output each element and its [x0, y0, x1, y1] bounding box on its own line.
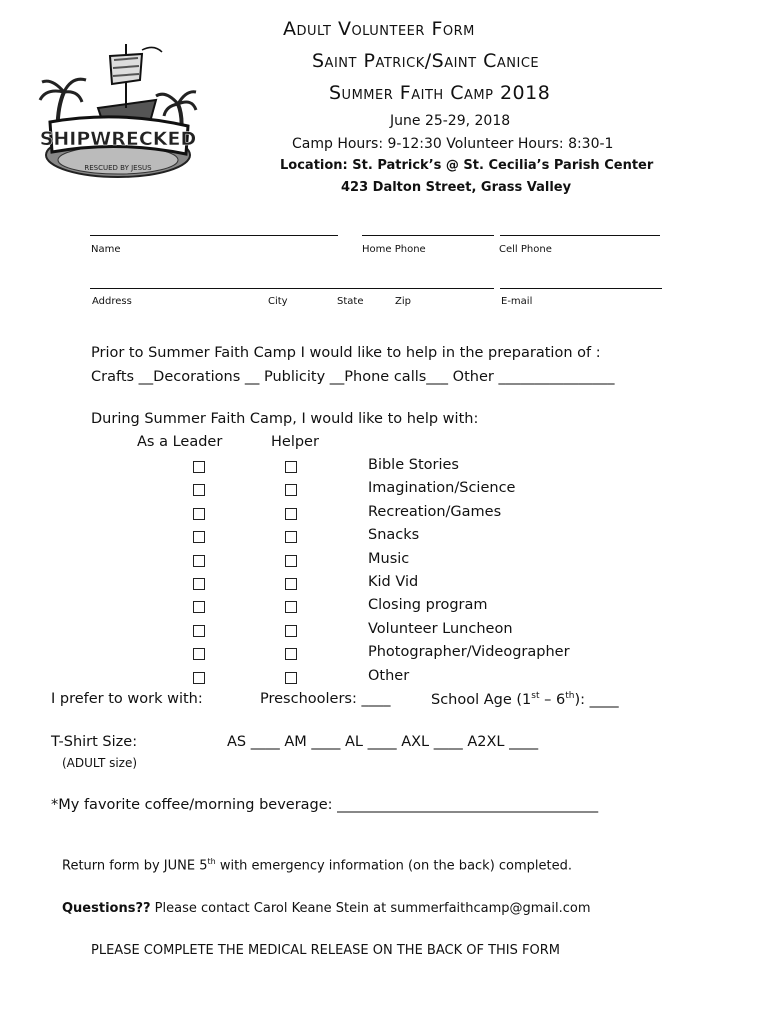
help-item-label: Other: [368, 668, 410, 684]
address-line[interactable]: [90, 288, 494, 289]
prior-intro: Prior to Summer Faith Camp I would like to help in the preparation of :: [91, 345, 601, 361]
help-item-label: Volunteer Luncheon: [368, 621, 513, 637]
leader-checkbox[interactable]: [193, 555, 205, 567]
camp-title: Summer Faith Camp 2018: [329, 82, 551, 104]
helper-checkbox[interactable]: [285, 461, 297, 473]
cell-phone-label: Cell Phone: [499, 244, 552, 255]
helper-checkbox[interactable]: [285, 601, 297, 613]
help-item-label: Snacks: [368, 527, 420, 543]
col-leader-header: As a Leader: [137, 434, 223, 450]
leader-checkbox[interactable]: [193, 578, 205, 590]
helper-checkbox[interactable]: [285, 672, 297, 684]
zip-label: Zip: [395, 296, 411, 307]
helper-checkbox[interactable]: [285, 625, 297, 637]
leader-checkbox[interactable]: [193, 531, 205, 543]
prefer-label: I prefer to work with:: [51, 691, 203, 707]
leader-checkbox[interactable]: [193, 484, 205, 496]
home-phone-label: Home Phone: [362, 244, 426, 255]
questions-text: Please contact Carol Keane Stein at summerfaithcamp@gmail.com: [150, 901, 591, 916]
leader-checkbox[interactable]: [193, 648, 205, 660]
name-label: Name: [91, 244, 121, 255]
help-item-label: Recreation/Games: [368, 504, 502, 520]
helper-checkbox[interactable]: [285, 484, 297, 496]
email-label: E-mail: [501, 296, 533, 307]
helper-checkbox[interactable]: [285, 578, 297, 590]
return-sup: th: [207, 857, 216, 866]
help-item-label: Photographer/Videographer: [368, 644, 570, 660]
help-item-label: Bible Stories: [368, 457, 459, 473]
logo-word: SHIPWRECKED: [39, 128, 197, 150]
camp-dates: June 25-29, 2018: [390, 113, 511, 129]
email-line[interactable]: [500, 288, 662, 289]
home-phone-line[interactable]: [362, 235, 494, 236]
leader-checkbox[interactable]: [193, 625, 205, 637]
city-label: City: [268, 296, 288, 307]
camp-hours: Camp Hours: 9-12:30 Volunteer Hours: 8:30-1: [292, 136, 614, 152]
leader-checkbox[interactable]: [193, 508, 205, 520]
during-intro: During Summer Faith Camp, I would like to help with:: [91, 411, 479, 427]
col-helper-header: Helper: [271, 434, 319, 450]
helper-checkbox[interactable]: [285, 531, 297, 543]
form-title: Adult Volunteer Form: [283, 18, 475, 40]
tshirt-label: T-Shirt Size:: [51, 734, 138, 750]
address-label: Address: [92, 296, 132, 307]
prior-options[interactable]: Crafts __Decorations __ Publicity __Phone calls___ Other ________________: [91, 369, 615, 385]
help-item-label: Imagination/Science: [368, 480, 516, 496]
name-line[interactable]: [90, 235, 338, 236]
parish-title: Saint Patrick/Saint Canice: [312, 50, 540, 72]
return-pre: Return form by JUNE 5: [62, 858, 208, 874]
camp-address: 423 Dalton Street, Grass Valley: [341, 180, 572, 195]
leader-checkbox[interactable]: [193, 672, 205, 684]
helper-checkbox[interactable]: [285, 648, 297, 660]
cell-phone-line[interactable]: [500, 235, 660, 236]
camp-location: Location: St. Patrick’s @ St. Cecilia’s Parish Center: [280, 158, 654, 173]
medical-note: PLEASE COMPLETE THE MEDICAL RELEASE ON THE BACK OF THIS FORM: [91, 943, 560, 958]
help-item-label: Closing program: [368, 597, 488, 613]
tshirt-sizes[interactable]: AS ____ AM ____ AL ____ AXL ____ A2XL ____: [227, 734, 539, 750]
helper-checkbox[interactable]: [285, 555, 297, 567]
logo-tagline: RESCUED BY JESUS: [84, 164, 152, 172]
school-age-post: ): ____: [574, 691, 619, 708]
school-age-option[interactable]: [431, 691, 619, 708]
leader-checkbox[interactable]: [193, 601, 205, 613]
tshirt-note: (ADULT size): [62, 756, 138, 770]
school-age-mid: – 6: [539, 691, 566, 708]
leader-checkbox[interactable]: [193, 461, 205, 473]
return-note: [62, 857, 572, 873]
school-age-sup2: th: [565, 691, 575, 701]
help-item-label: Music: [368, 551, 410, 567]
state-label: State: [337, 296, 364, 307]
help-item-label: Kid Vid: [368, 574, 419, 590]
questions-note: [62, 901, 591, 916]
shipwrecked-logo: [38, 30, 198, 190]
school-age-sup1: st: [531, 691, 540, 701]
helper-checkbox[interactable]: [285, 508, 297, 520]
school-age-pre: School Age (1: [431, 691, 532, 708]
return-post: with emergency information (on the back) completed.: [215, 858, 573, 874]
questions-label: Questions??: [62, 901, 151, 916]
preschool-option[interactable]: Preschoolers: ____: [260, 691, 391, 707]
coffee-field[interactable]: *My favorite coffee/morning beverage: ____________________________________: [51, 797, 599, 813]
